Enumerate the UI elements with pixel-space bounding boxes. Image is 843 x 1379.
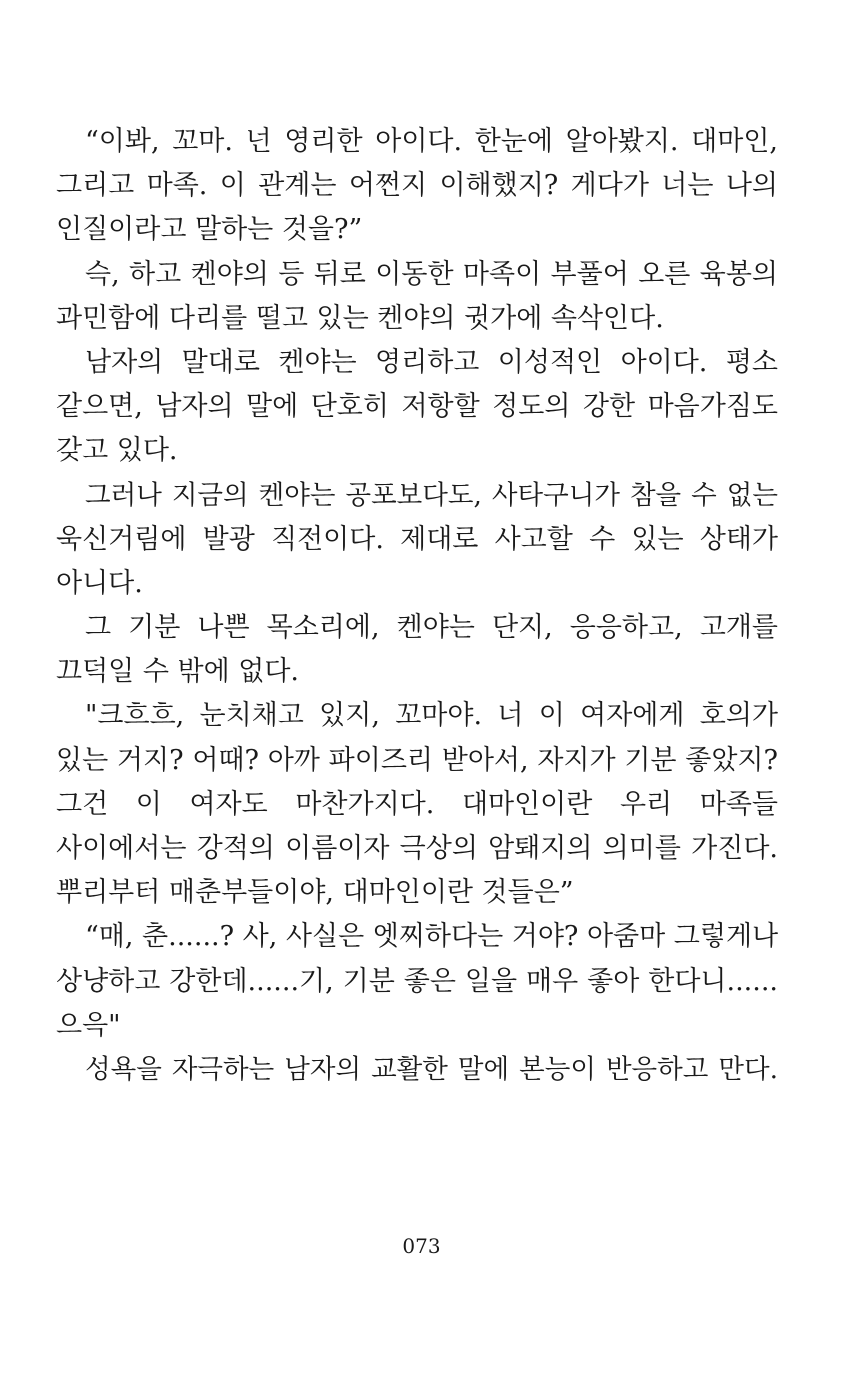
text-line: 성욕을 자극하는 남자의 교활한 말에 본능이 반응하고 만다.: [85, 1053, 778, 1085]
text-line: 으윽": [56, 1009, 121, 1041]
text-line: “매, 춘......? 사, 사실은 엣찌하다는 거야? 아줌마 그렇게나: [85, 921, 778, 953]
text-line: 인질이라고 말하는 것을?”: [56, 214, 363, 246]
text-line: 갖고 있다.: [56, 435, 178, 467]
text-line: 사이에서는 강적의 이름이자 극상의 암퇘지의 의미를 가진다.: [56, 833, 778, 864]
body-text: [56, 120, 778, 1092]
text-line: 아니다.: [56, 567, 143, 599]
text-line: 욱신거림에 발광 직전이다. 제대로 사고할 수 있는 상태가: [56, 523, 778, 555]
text-line: “이봐, 꼬마. 넌 영리한 아이다. 한눈에 알아봤지. 대마인,: [85, 126, 778, 157]
page-number: 073: [402, 1234, 441, 1258]
text-line: 그 기분 나쁜 목소리에, 켄야는 단지, 응응하고, 고개를: [85, 612, 778, 644]
text-line: 있는 거지? 어때? 아까 파이즈리 받아서, 자지가 기분 좋았지?: [56, 744, 778, 776]
text-line: 슥, 하고 켄야의 등 뒤로 이동한 마족이 부풀어 오른 육봉의: [85, 258, 778, 290]
text-line: 남자의 말대로 켄야는 영리하고 이성적인 아이다. 평소: [85, 346, 778, 378]
text-line: 같으면, 남자의 말에 단호히 저항할 정도의 강한 마음가짐도: [56, 391, 778, 423]
text-line: 뿌리부터 매춘부들이야, 대마인이란 것들은”: [56, 877, 574, 909]
text-line: 그러나 지금의 켄야는 공포보다도, 사타구니가 참을 수 없는: [85, 479, 778, 511]
text-line: "크흐흐, 눈치채고 있지, 꼬마야. 너 이 여자에게 호의가: [85, 700, 778, 732]
text-line: 상냥하고 강한데......기, 기분 좋은 일을 매우 좋아 한다니......: [56, 965, 778, 997]
text-line: 그리고 마족. 이 관계는 어쩐지 이해했지? 게다가 너는 나의: [56, 170, 778, 202]
text-line: 그건 이 여자도 마찬가지다. 대마인이란 우리 마족들: [56, 788, 778, 820]
text-line: 과민함에 다리를 떨고 있는 켄야의 귓가에 속삭인다.: [56, 302, 664, 334]
text-line: 끄덕일 수 밖에 없다.: [56, 656, 299, 688]
